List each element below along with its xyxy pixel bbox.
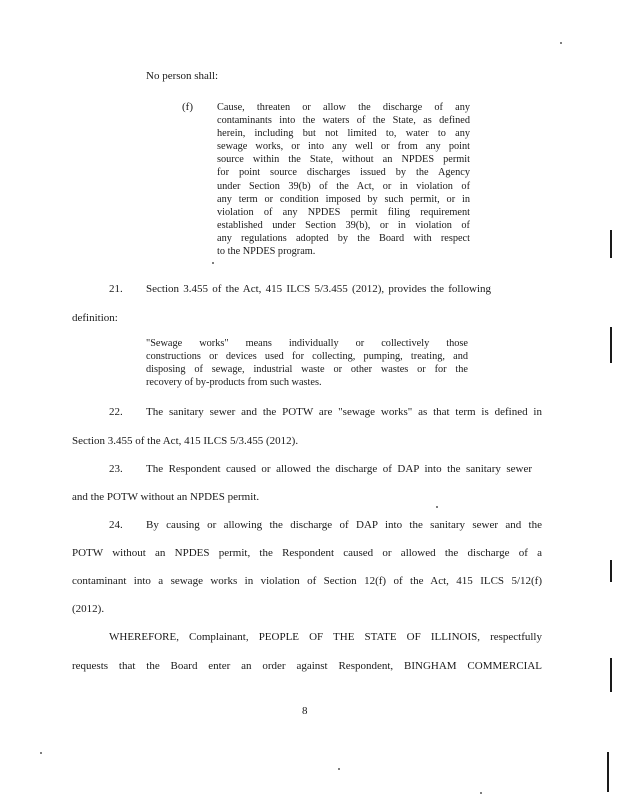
- para24-line: contaminant into a sewage works in violation of Section 12(f) of the Act, 415 ILCS 5/12(f): [72, 575, 542, 587]
- para22-line: Section 3.455 of the Act, 415 ILCS 5/3.455 (2012).: [72, 435, 299, 447]
- para23-line: The Respondent caused or allowed the discharge of DAP into the sanitary sewer: [146, 463, 532, 475]
- scan-mark: [610, 658, 612, 692]
- quote-line: constructions or devices used for collecting, pumping, treating, and: [146, 351, 468, 362]
- quote-line: disposing of sewage, industrial waste or other wastes or for the: [146, 364, 468, 375]
- intro-text: No person shall:: [146, 70, 219, 82]
- para24-line: By causing or allowing the discharge of DAP into the sanitary sewer and the: [146, 519, 542, 531]
- scan-speck: [480, 792, 482, 794]
- scan-mark: [607, 752, 609, 792]
- para23-line: and the POTW without an NPDES permit.: [72, 491, 260, 503]
- clause-line: source within the State, without an NPDES permit: [217, 154, 470, 165]
- clause-line: established under Section 39(b), or in violation of: [217, 220, 470, 231]
- clause-line: sewage works, or into any well or from any point: [217, 141, 470, 152]
- para24-line: (2012).: [72, 603, 105, 615]
- scan-speck: [560, 42, 562, 44]
- quote-line: recovery of by-products from such wastes.: [146, 377, 322, 388]
- wherefore-line: WHEREFORE, Complainant, PEOPLE OF THE STATE OF ILLINOIS, respectfully: [109, 631, 542, 643]
- scan-speck: [212, 262, 214, 264]
- clause-line: any regulations adopted by the Board with respect: [217, 233, 470, 244]
- quote-line: "Sewage works" means individually or collectively those: [146, 338, 468, 349]
- para21-text: Section 3.455 of the Act, 415 ILCS 5/3.455 (2012), provides the following: [146, 283, 491, 295]
- clause-line: Cause, threaten or allow the discharge of any: [217, 102, 470, 113]
- para24-number: 24.: [109, 519, 123, 531]
- scan-mark: [610, 230, 612, 258]
- page-number: 8: [302, 705, 308, 717]
- clause-line: violation of any NPDES permit filing requirement: [217, 207, 470, 218]
- clause-line: herein, including but not limited to, water to any: [217, 128, 470, 139]
- clause-label: (f): [182, 101, 193, 113]
- para21-number: 21.: [109, 283, 123, 295]
- para23-number: 23.: [109, 463, 123, 475]
- para22-number: 22.: [109, 406, 123, 418]
- scan-speck: [338, 768, 340, 770]
- clause-line: under Section 39(b) of the Act, or in violation of: [217, 181, 470, 192]
- scan-mark: [610, 560, 612, 582]
- clause-line: contaminants into the waters of the State, as defined: [217, 115, 470, 126]
- scan-speck: [436, 506, 438, 508]
- scan-speck: [40, 752, 42, 754]
- wherefore-line: requests that the Board enter an order against Respondent, BINGHAM COMMERCIAL: [72, 660, 542, 672]
- para22-line: The sanitary sewer and the POTW are "sewage works" as that term is defined in: [146, 406, 542, 418]
- scan-mark: [610, 327, 612, 363]
- clause-line: for point source discharges issued by the Agency: [217, 167, 470, 178]
- clause-line: any term or condition imposed by such permit, or in: [217, 194, 470, 205]
- para21-continuation: definition:: [72, 312, 118, 324]
- para24-line: POTW without an NPDES permit, the Respondent caused or allowed the discharge of a: [72, 547, 542, 559]
- clause-line: to the NPDES program.: [217, 246, 316, 257]
